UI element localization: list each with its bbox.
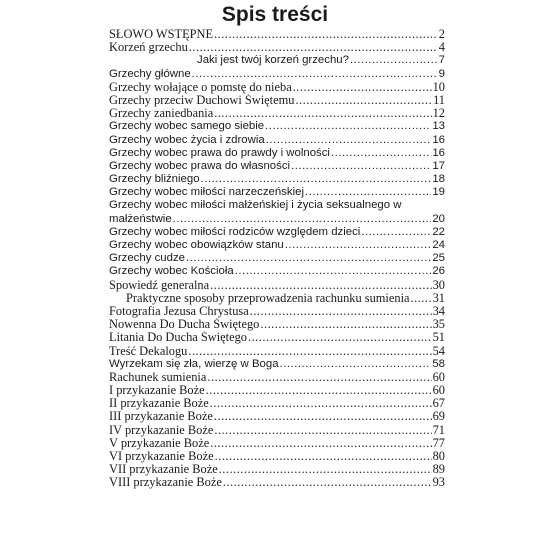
toc-entry-page-number: 51 <box>432 331 445 345</box>
toc-entry-title: Grzechy przeciw Duchowi Świętemu <box>109 93 295 107</box>
toc-entry-title: Grzechy wołające o pomstę do nieba <box>109 80 292 94</box>
toc-entry-title: Grzechy wobec samego siebie <box>109 120 265 133</box>
toc-entry-page-number: 19 <box>432 186 445 199</box>
dot-leader <box>291 160 431 173</box>
toc-entry[interactable] <box>109 410 445 423</box>
toc-entry[interactable] <box>109 147 445 160</box>
toc-entry-page-number: 20 <box>432 212 445 225</box>
toc-entry[interactable] <box>109 160 445 173</box>
toc-entry-page-number: 17 <box>432 159 445 172</box>
toc-entry-title: SŁOWO WSTĘPNE <box>109 28 214 41</box>
toc-entry-title: Grzechy wobec życia i zdrowia <box>109 133 265 146</box>
dot-leader <box>201 173 432 186</box>
toc-entry-title: III przykazanie Boże <box>109 410 213 424</box>
toc-entry[interactable] <box>109 476 445 489</box>
dot-leader <box>210 397 432 410</box>
dot-leader <box>280 358 432 371</box>
toc-entry[interactable] <box>109 292 445 305</box>
toc-entry-page-number: 13 <box>432 120 445 133</box>
dot-leader <box>305 186 431 199</box>
toc-entry[interactable] <box>109 318 445 331</box>
toc-entry-title: Jaki jest twój korzeń grzechu? <box>197 54 349 67</box>
toc-entry[interactable] <box>109 28 445 41</box>
toc-entry-page-number: 25 <box>432 252 445 265</box>
toc-entry[interactable] <box>109 41 445 54</box>
toc-entry-title: V przykazanie Boże <box>109 436 210 450</box>
toc-entry[interactable] <box>109 81 445 94</box>
toc-entry-page-number: 67 <box>432 397 445 411</box>
toc-entry-title: Grzechy wobec miłości rodziców względem dzieci <box>109 225 361 238</box>
toc-entry[interactable] <box>109 94 445 107</box>
dot-leader <box>192 68 438 81</box>
toc-entry-page-number: 77 <box>432 436 445 450</box>
toc-entry-page-number: 16 <box>432 133 445 146</box>
toc-entry-title: małżeństwie <box>109 212 172 225</box>
dot-leader <box>223 476 432 489</box>
toc-entry-title: Spowiedź generalna <box>109 278 210 292</box>
toc-entry-page-number: 35 <box>432 318 445 332</box>
toc-entry-title: Grzechy zaniedbania <box>109 107 214 121</box>
dot-leader <box>214 28 438 41</box>
toc-entry[interactable] <box>109 331 445 344</box>
toc-entry-page-number: 16 <box>432 146 445 159</box>
dot-leader <box>248 331 432 344</box>
toc-entry-page-number: 31 <box>432 291 445 305</box>
dot-leader <box>331 147 431 160</box>
dot-leader <box>295 94 432 107</box>
toc-entry[interactable] <box>109 54 445 67</box>
dot-leader <box>214 107 431 120</box>
toc-entry-page-number: 30 <box>432 278 445 292</box>
toc-entry-title: I przykazanie Boże <box>109 384 205 398</box>
toc-entry[interactable] <box>109 371 445 384</box>
toc-entry[interactable] <box>109 226 445 239</box>
toc-entry[interactable] <box>109 345 445 358</box>
toc-entry-page-number: 58 <box>432 357 445 370</box>
toc-entry[interactable] <box>109 424 445 437</box>
toc-entry-page-number: 22 <box>432 225 445 238</box>
toc-entry-page-number: 18 <box>432 173 445 186</box>
toc-entry-page-number: 7 <box>438 54 445 67</box>
toc-entry-page-number: 10 <box>432 80 445 94</box>
dot-leader <box>210 279 431 292</box>
toc-entry-title: VII przykazanie Boże <box>109 463 218 477</box>
toc-entry-title: Fotografia Jezusa Chrystusa <box>109 304 249 318</box>
dot-leader <box>250 305 432 318</box>
table-of-contents <box>109 28 445 490</box>
toc-entry-title: VI przykazanie Boże <box>109 450 214 463</box>
toc-entry-page-number: 11 <box>433 93 445 107</box>
toc-entry-title: Grzechy wobec Kościoła <box>109 265 234 278</box>
toc-entry[interactable] <box>109 173 445 186</box>
toc-entry-title: IV przykazanie Boże <box>109 423 214 437</box>
toc-entry-page-number: 89 <box>432 463 445 477</box>
dot-leader <box>285 239 432 252</box>
toc-entry-title: Praktyczne sposoby przeprowadzenia rachunku sumienia <box>126 291 410 305</box>
dot-leader <box>361 226 431 239</box>
dot-leader <box>210 437 431 450</box>
toc-entry-page-number: 93 <box>432 476 445 490</box>
toc-entry-title: Grzechy wobec miłości małżeńskiej i życia seksualnego w <box>109 199 402 212</box>
page-title: Spis treści <box>221 3 329 26</box>
toc-entry-page-number: 69 <box>432 410 445 424</box>
dot-leader <box>293 81 432 94</box>
dot-leader <box>214 410 432 423</box>
dot-leader <box>189 41 438 54</box>
toc-entry-page-number: 71 <box>432 423 445 437</box>
toc-entry-page-number: 34 <box>432 304 445 318</box>
toc-entry[interactable] <box>109 252 445 265</box>
toc-entry-title: Treść Dekalogu <box>109 344 188 358</box>
toc-entry-page-number: 60 <box>432 384 445 398</box>
toc-entry-page-number: 60 <box>432 370 445 384</box>
toc-entry-title: Rachunek sumienia <box>109 370 207 384</box>
toc-entry[interactable] <box>109 397 445 410</box>
toc-entry[interactable] <box>109 186 445 199</box>
toc-entry-title: Korzeń grzechu <box>109 41 188 55</box>
toc-entry[interactable] <box>109 68 445 81</box>
dot-leader <box>214 424 431 437</box>
toc-entry-title: Grzechy cudze <box>109 252 185 265</box>
dot-leader <box>260 318 431 331</box>
toc-entry[interactable] <box>109 305 445 318</box>
toc-entry[interactable] <box>109 199 445 225</box>
toc-entry-title: Wyrzekam się zła, wierzę w Boga <box>109 357 279 370</box>
dot-leader <box>411 292 432 305</box>
toc-entry-page-number: 9 <box>438 67 445 80</box>
dot-leader <box>265 120 431 133</box>
toc-entry-title: Grzechy wobec prawa do własności <box>109 159 291 172</box>
toc-entry-page-number: 54 <box>432 344 445 358</box>
dot-leader <box>173 213 432 226</box>
toc-entry-page-number: 2 <box>438 28 445 41</box>
toc-entry[interactable] <box>109 265 445 278</box>
dot-leader <box>188 345 431 358</box>
toc-entry-title: Grzechy wobec prawa do prawdy i wolności <box>109 146 330 159</box>
dot-leader <box>207 371 431 384</box>
toc-entry[interactable] <box>109 107 445 120</box>
dot-leader <box>186 252 431 265</box>
toc-entry-page-number: 4 <box>438 41 445 55</box>
toc-entry-page-number: 24 <box>432 239 445 251</box>
dot-leader <box>215 450 432 463</box>
toc-entry[interactable] <box>109 239 445 252</box>
toc-entry-title: Grzechy bliźniego <box>109 173 200 186</box>
toc-entry-page-number: 80 <box>432 450 445 463</box>
toc-entry[interactable] <box>109 463 445 476</box>
toc-entry-page-number: 12 <box>432 107 445 121</box>
toc-entry-title: Litania Do Ducha Świętego <box>109 331 247 345</box>
dot-leader <box>235 265 432 278</box>
toc-entry-title: Nowenna Do Ducha Świętego <box>109 318 260 332</box>
toc-entry-title: II przykazanie Boże <box>109 397 209 411</box>
dot-leader <box>219 463 432 476</box>
toc-entry-title: Grzechy wobec miłości narzeczeńskiej <box>109 186 304 199</box>
toc-entry[interactable] <box>109 134 445 147</box>
dot-leader <box>350 54 438 67</box>
toc-entry[interactable] <box>109 450 445 463</box>
toc-entry-title: Grzechy główne <box>109 67 191 80</box>
toc-entry[interactable] <box>109 279 445 292</box>
dot-leader <box>266 134 432 147</box>
toc-entry-title: Grzechy wobec obowiązków stanu <box>109 239 284 251</box>
toc-entry[interactable] <box>109 437 445 450</box>
toc-entry[interactable] <box>109 120 445 133</box>
toc-entry[interactable] <box>109 358 445 371</box>
toc-entry-title: VIII przykazanie Boże <box>109 476 222 490</box>
toc-entry[interactable] <box>109 384 445 397</box>
dot-leader <box>206 384 432 397</box>
toc-entry-page-number: 26 <box>432 265 445 278</box>
